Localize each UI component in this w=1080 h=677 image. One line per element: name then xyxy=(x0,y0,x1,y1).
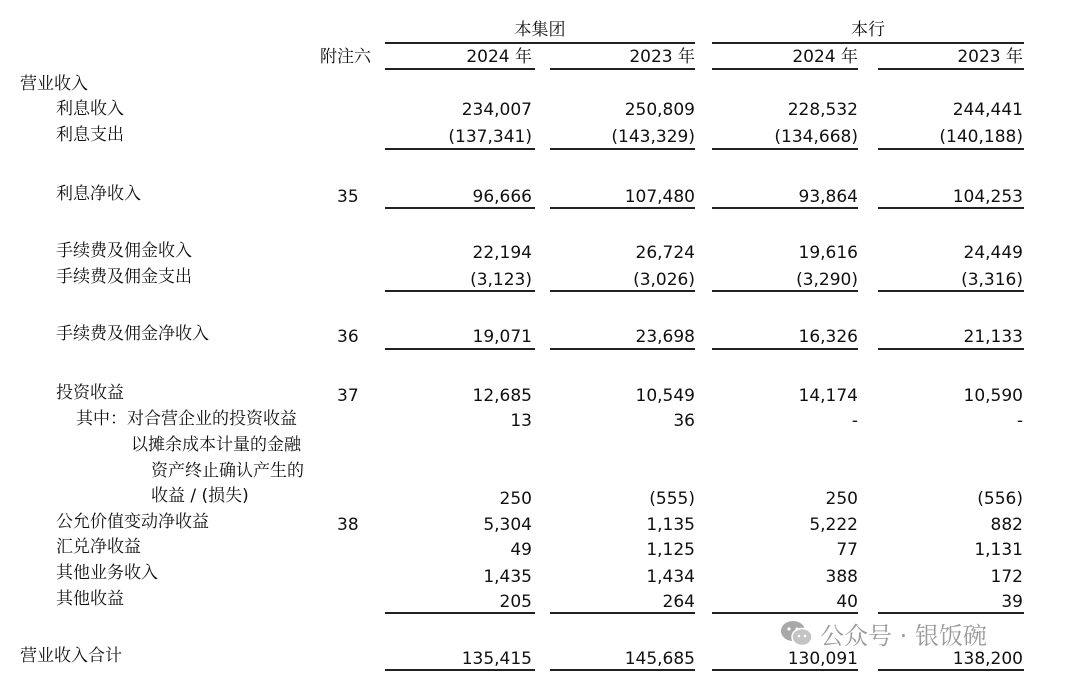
row-label: 投资收益 xyxy=(56,383,124,403)
total-rule xyxy=(712,669,858,671)
year-header-group-2024: 2024 年 xyxy=(466,47,532,67)
year-underline xyxy=(878,68,1024,70)
note-ref: 38 xyxy=(337,515,359,535)
cell-value: 138,200 xyxy=(952,649,1023,669)
year-underline xyxy=(550,68,695,70)
cell-value: 19,616 xyxy=(798,243,858,263)
subtotal-rule xyxy=(712,348,858,350)
cell-value: (556) xyxy=(977,489,1023,509)
cell-value: (3,026) xyxy=(633,270,695,290)
cell-value: 23,698 xyxy=(635,327,695,347)
cell-value: 205 xyxy=(499,592,532,612)
row-label: 利息收入 xyxy=(56,99,124,119)
cell-value: 1,131 xyxy=(974,540,1023,560)
cell-value: 1,135 xyxy=(646,515,695,535)
cell-value: 1,435 xyxy=(483,567,532,587)
total-rule xyxy=(878,669,1024,671)
cell-value: 13 xyxy=(510,411,532,431)
subtotal-rule xyxy=(712,148,858,150)
cell-value: (3,290) xyxy=(796,270,858,290)
cell-value: 5,304 xyxy=(483,515,532,535)
cell-value: 96,666 xyxy=(472,187,532,207)
row-label: 利息支出 xyxy=(56,125,124,145)
year-underline xyxy=(712,68,858,70)
total-rule xyxy=(550,669,695,671)
row-label: 公允价值变动净收益 xyxy=(56,512,209,532)
cell-value: (140,188) xyxy=(939,127,1023,147)
subtotal-rule xyxy=(878,290,1024,292)
cell-value: 250,809 xyxy=(624,100,695,120)
cell-value: - xyxy=(1016,411,1023,431)
cell-value: 135,415 xyxy=(461,649,532,669)
bank-header: 本行 xyxy=(851,20,885,40)
subtotal-rule xyxy=(550,290,695,292)
cell-value: 21,133 xyxy=(963,327,1023,347)
subtotal-rule xyxy=(712,207,858,209)
year-underline xyxy=(385,68,535,70)
row-label: 手续费及佣金收入 xyxy=(56,241,192,261)
total-row-label: 营业收入合计 xyxy=(20,646,122,666)
note-ref: 36 xyxy=(337,327,359,347)
watermark-text: 公众号 · 银饭碗 xyxy=(820,622,987,650)
cell-value: - xyxy=(851,411,858,431)
subtotal-rule xyxy=(878,148,1024,150)
subtotal-rule xyxy=(385,207,535,209)
subtotal-rule xyxy=(550,207,695,209)
cell-value: 26,724 xyxy=(635,243,695,263)
cell-value: 104,253 xyxy=(952,187,1023,207)
cell-value: 250 xyxy=(825,489,858,509)
cell-value: 14,174 xyxy=(798,386,858,406)
section-title-revenue: 营业收入 xyxy=(20,74,88,94)
note-ref: 35 xyxy=(337,187,359,207)
subtotal-rule xyxy=(712,612,858,614)
cell-value: 264 xyxy=(662,592,695,612)
cell-value: 882 xyxy=(990,515,1023,535)
year-header-bank-2023: 2023 年 xyxy=(957,47,1023,67)
cell-value: (555) xyxy=(649,489,695,509)
cell-value: (143,329) xyxy=(611,127,695,147)
cell-value: 228,532 xyxy=(787,100,858,120)
cell-value: 12,685 xyxy=(472,386,532,406)
cell-value: 250 xyxy=(499,489,532,509)
cell-value: 16,326 xyxy=(798,327,858,347)
cell-value: 172 xyxy=(990,567,1023,587)
cell-value: 107,480 xyxy=(624,187,695,207)
cell-value: 10,549 xyxy=(635,386,695,406)
note-column-header: 附注六 xyxy=(320,47,371,67)
row-label: 其他收益 xyxy=(56,589,124,609)
note-ref: 37 xyxy=(337,386,359,406)
cell-value: (134,668) xyxy=(774,127,858,147)
row-label: 利息净收入 xyxy=(56,184,141,204)
cell-value: 93,864 xyxy=(798,187,858,207)
cell-value: 49 xyxy=(510,540,532,560)
cell-value: 145,685 xyxy=(624,649,695,669)
cell-value: 130,091 xyxy=(787,649,858,669)
cell-value: 234,007 xyxy=(461,100,532,120)
subtotal-rule xyxy=(385,348,535,350)
row-label: 汇兑净收益 xyxy=(56,537,141,557)
year-header-bank-2024: 2024 年 xyxy=(792,47,858,67)
cell-value: 77 xyxy=(836,540,858,560)
subtotal-rule xyxy=(878,348,1024,350)
cell-value: 1,434 xyxy=(646,567,695,587)
row-label: 手续费及佣金净收入 xyxy=(56,324,209,344)
row-label: 手续费及佣金支出 xyxy=(56,267,192,287)
subtotal-rule xyxy=(550,348,695,350)
subtotal-rule xyxy=(385,290,535,292)
subtotal-rule xyxy=(550,612,695,614)
year-header-group-2023: 2023 年 xyxy=(629,47,695,67)
cell-value: 388 xyxy=(825,567,858,587)
row-label: 其中：对合营企业的投资收益 xyxy=(76,409,297,429)
cell-value: 24,449 xyxy=(963,243,1023,263)
subtotal-rule xyxy=(550,148,695,150)
subtotal-rule xyxy=(712,290,858,292)
total-rule xyxy=(385,669,535,671)
subtotal-rule xyxy=(878,612,1024,614)
cell-value: (3,316) xyxy=(961,270,1023,290)
group-header-rule xyxy=(385,42,695,44)
cell-value: (137,341) xyxy=(448,127,532,147)
cell-value: 22,194 xyxy=(472,243,532,263)
cell-value: (3,123) xyxy=(470,270,532,290)
cell-value: 19,071 xyxy=(472,327,532,347)
subtotal-rule xyxy=(878,207,1024,209)
group-header: 本集团 xyxy=(514,20,566,40)
cell-value: 36 xyxy=(673,411,695,431)
cell-value: 5,222 xyxy=(809,515,858,535)
cell-value: 10,590 xyxy=(963,386,1023,406)
subtotal-rule xyxy=(385,612,535,614)
bank-header-rule xyxy=(712,42,1024,44)
subtotal-rule xyxy=(385,148,535,150)
cell-value: 244,441 xyxy=(952,100,1023,120)
cell-value: 40 xyxy=(836,592,858,612)
row-label-line: 收益 / (损失) xyxy=(151,486,249,506)
row-label: 其他业务收入 xyxy=(56,563,158,583)
row-label-line: 以摊余成本计量的金融 xyxy=(131,435,301,455)
cell-value: 1,125 xyxy=(646,540,695,560)
cell-value: 39 xyxy=(1001,592,1023,612)
row-label-line: 资产终止确认产生的 xyxy=(151,461,304,481)
